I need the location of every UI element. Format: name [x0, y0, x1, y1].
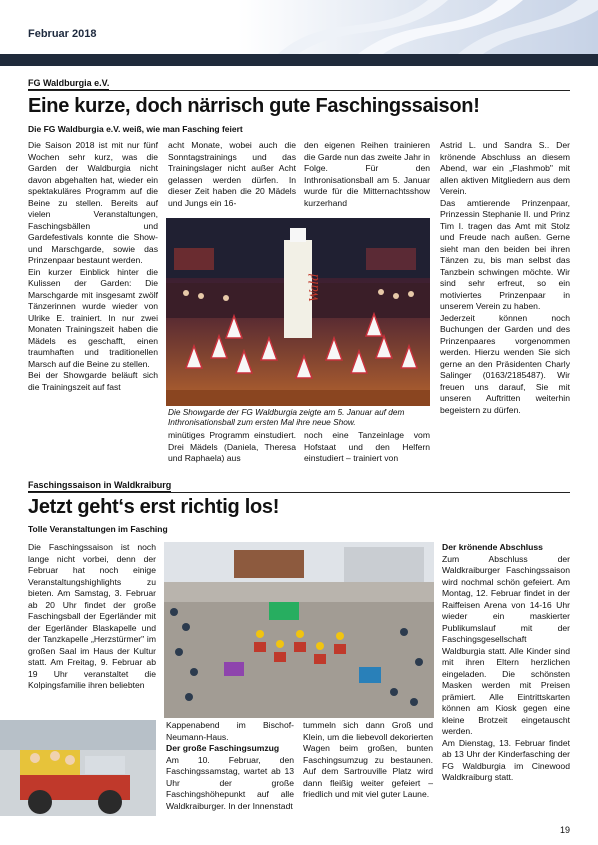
article1-column-3-bottom: noch eine Tanzeinlage vom Hofstaat und den Helfern einstudiert – trainiert von [304, 430, 430, 463]
article2-column-3: tummeln sich dann Groß und Klein, um die liebevoll dekorierten Wagen beim großen, bunten Faschingsumzug zu bestaunen. Auf dem Sartrouville Platz wird dann fleißig weiter gefeiert – friedlich und mit viel guter Laune. [303, 720, 433, 799]
issue-date: Februar 2018 [28, 28, 97, 40]
article2-section-label: Faschingssaison in Waldkraiburg [28, 480, 172, 490]
paragraph: Am Dienstag, 13. Februar findet ab 13 Uhr der Kinderfasching der FG Waldburgia im Cinewood Waldkraiburg statt. [442, 737, 570, 782]
paragraph: Das amtierende Prinzenpaar, Prinzessin Stephanie II. und Prinz Tim I. tragen das Amt mit Stolz und Freude nach außen. Gerne sieht man den beiden bei ihren Tänzen zu, bis man selbst das Tanzbein schwingen möchte. Wir sind sehr erfreut, so ein motiviertes Prinzenpaar in unserem Verein zu haben. [440, 197, 570, 311]
article2-column-2 [166, 720, 294, 812]
article2-column-1: Die Faschingssaison ist noch lange nicht vorbei, denn der Februar hat noch einige Veranstaltungshighlights zu bieten. Am Samstag, 3. Februar ab 20 Uhr findet der große Faschingsball der Egerländer mit der Egerländer Blaskapelle und der Tanzkapelle „Herzstürmer" im großen Saal im Haus der Kultur statt. Am Freitag, 9. Februar ab 19 Uhr veranstaltet die Kolpingsfamilie ihren beliebten [28, 542, 156, 690]
page-number: 19 [559, 825, 570, 835]
article1-section-label: FG Waldburgia e.V. [28, 78, 110, 88]
tractor-photo [0, 720, 156, 816]
paragraph: Kappenabend im Bischof-Neumann-Haus. [166, 720, 294, 742]
paragraph: Jederzeit können noch Buchungen der Garden und des Prinzenpaares vorgenommen werden. Hierzu wenden Sie sich gerne an den Präsidenten Charly Salinger (0163/2185487). Wir freuen uns darauf, Sie mit unseren Auftritten weiterhin begeistern zu dürfen. [440, 312, 570, 415]
article1-column-1 [28, 140, 158, 393]
stage-illustration [166, 218, 430, 406]
paragraph: Zum Abschluss der Waldkraiburger Faschingssaison wird nochmal schön gefeiert. Am Montag, 12. Februar findet in der Raiffeisen Arena von 14-16 Uhr wieder ein maskierter Publikumslauf mit der Faschingsgesellschaft Waldburgia statt. Alle Kinder sind mit ihren Eltern herzlichen eingeladen. Die schönsten Masken werden mit Preisen prämiert. Alle Eintrittskarten können am Kiosk gegen eine kleine Brotzeit eingetauscht werden. [442, 553, 570, 736]
article1-subtitle: Die FG Waldburgia e.V. weiß, wie man Fasching feiert [28, 124, 243, 134]
paragraph: Astrid L. und Sandra S.. Der krönende Abschluss an diesem Abend, war ein „Flashmob" mit allen aktiven Mitgliedern aus dem Verein. [440, 140, 570, 196]
showgarde-photo [166, 218, 430, 406]
article2-rule [28, 492, 570, 493]
parade-illustration [164, 542, 434, 718]
article1-column-4 [440, 140, 570, 416]
tractor-illustration [0, 720, 156, 816]
article2-title: Jetzt geht‘s erst richtig los! [28, 496, 280, 518]
article1-column-2-top: acht Monate, wobei auch die Sonntagstrainings und das Trainingslager nicht außer Acht gelassen werden dürfen. In dieser Zeit haben die 20 Mädels und Jungs ein 16- [168, 140, 296, 208]
paragraph: Die Saison 2018 ist mit nur fünf Wochen sehr kurz, was die Garden der Waldburgia nicht davon abgehalten hat, wieder ein spektakuläres Programm auf die Beine zu stellen. Bereits auf vielen Veranstaltungen, Faschingsbällen und Gardefestivals konnte die Show- und Marschgarde, sowie das Prinzenpaar bestaunt werden. [28, 140, 158, 265]
header-band [0, 54, 598, 66]
article1-title: Eine kurze, doch närrisch gute Faschingssaison! [28, 95, 480, 117]
paragraph: Bei der Showgarde beläuft sich die Trainingszeit auf fast [28, 370, 158, 392]
subheading-faschingsumzug: Der große Faschingsumzug [166, 743, 280, 753]
showgarde-caption: Die Showgarde der FG Waldburgia zeigte am 5. Januar auf dem Inthronisationsball zum ersten Mal ihre neue Show. [168, 407, 430, 427]
article1-column-2-bottom: minütiges Programm einstudiert. Drei Mädels (Daniela, Theresa und Raphaela) aus [168, 430, 296, 463]
article1-column-3-top: den eigenen Reihen trainieren die Garde nun das zweite Jahr in Folge. Für den Inthronisationsball am 5. Januar wurde für die Mitternachtsshow kurzerhand [304, 140, 430, 208]
page-header [0, 0, 598, 54]
paragraph: Am 10. Februar, den Faschingssamstag, wartet ab 13 Uhr der große Faschingshöhepunkt auf alle Waldkraiburger. In der Innenstadt [166, 754, 294, 811]
article2-subtitle: Tolle Veranstaltungen im Fasching [28, 524, 168, 534]
paragraph: Ein kurzer Einblick hinter die Kulissen der Garden: Die Marschgarde mit insgesamt zwölf Tänzerinnen wurde wieder von Ulrike E. trainiert. In nur zwei Monaten Trainingszeit haben die Mädels es geschafft, einen traumhaften und traditionellen Marsch auf die Beine zu stellen. [28, 266, 158, 369]
article1-rule [28, 90, 570, 91]
header-wave-decoration [238, 0, 598, 54]
article2-column-4 [442, 542, 570, 784]
parade-photo [164, 542, 434, 718]
svg-text:Wald: Wald [307, 273, 322, 303]
subheading-abschluss: Der krönende Abschluss [442, 542, 543, 552]
